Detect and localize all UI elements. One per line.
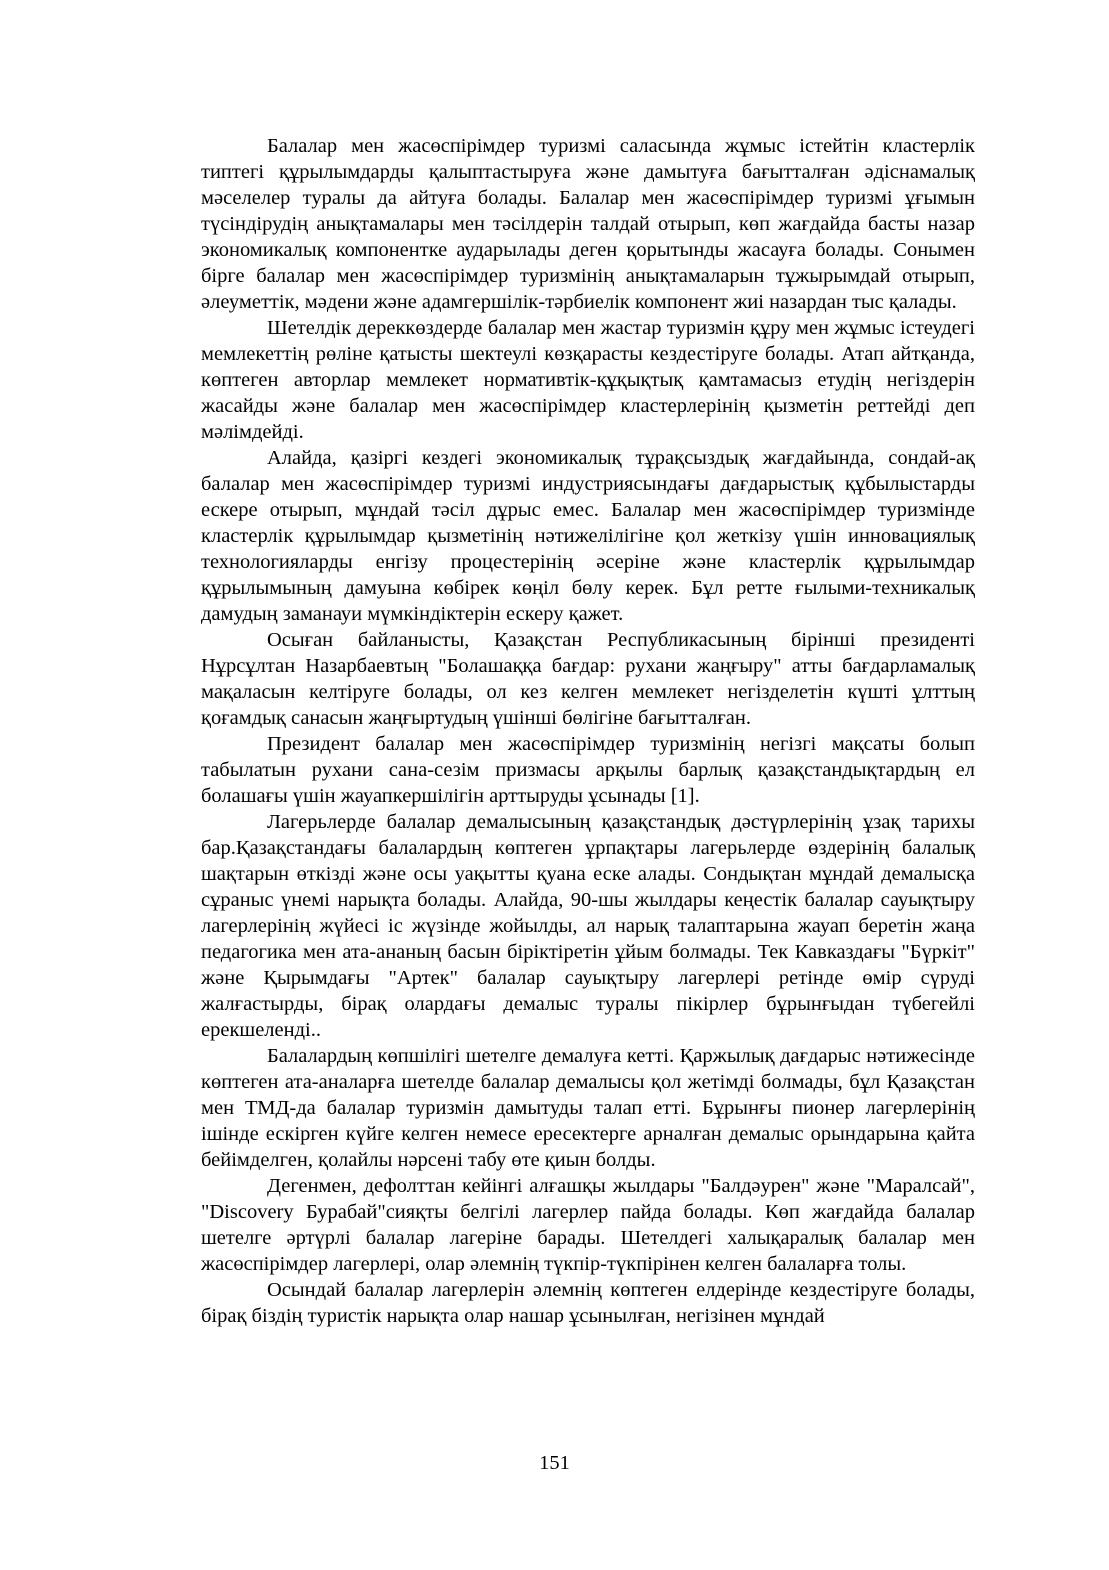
- paragraph-8: Дегенмен, дефолттан кейінгі алғашқы жылдары "Балдәурен" және "Маралсай", "Discovery Бурабай"сияқты белгілі лагерлер пайда болады. Көп жағдайда балалар шетелге әртүрлі балалар лагеріне барады. Шетелдегі халықаралық балалар мен жасөспірімдер лагерлері, олар әлемнің түкпір-түкпірінен келген балаларға толы.: [201, 1175, 975, 1275]
- paragraph-7: Балалардың көпшілігі шетелге демалуға кетті. Қаржылық дағдарыс нәтижесінде көптеген ата-аналарға шетелде балалар демалысы қол жетімді болмады, бұл Қазақстан мен ТМД-да балалар туризмін дамытуды талап етті. Бұрынғы пионер лагерлерінің ішінде ескірген күйге келген немесе ересектерге арналған демалыс орындарына қайта бейімделген, қолайлы нәрсені табу өте қиын болды.: [201, 1045, 975, 1171]
- paragraph-2: Шетелдік дереккөздерде балалар мен жастар туризмін құру мен жұмыс істеудегі мемлекеттің рөліне қатысты шектеулі көзқарасты кездестіруге болады. Атап айтқанда, көптеген авторлар мемлекет нормативтік-құқықтық қамтамасыз етудің негіздерін жасайды және балалар мен жасөспірімдер кластерлерінің қызметін реттейді деп мәлімдейді.: [201, 317, 975, 443]
- page-number: 151: [539, 1452, 570, 1474]
- body-text: [201, 133, 975, 1329]
- paragraph-4: Осыған байланысты, Қазақстан Республикасының бірінші президенті Нұрсұлтан Назарбаевтың "Болашаққа бағдар: рухани жаңғыру" атты бағдарламалық мақаласын келтіруге болады, ол кез келген мемлекет негізделетін күшті ұлттың қоғамдық санасын жаңғыртудың үшінші бөлігіне бағытталған.: [201, 629, 975, 729]
- paragraph-9: Осындай балалар лагерлерін әлемнің көптеген елдерінде кездестіруге болады, бірақ біздің туристік нарықта олар нашар ұсынылған, негізінен мұндай: [201, 1279, 975, 1327]
- paragraph-1: Балалар мен жасөспірімдер туризмі саласында жұмыс істейтін кластерлік типтегі құрылымдарды қалыптастыруға және дамытуға бағытталған әдіснамалық мәселелер туралы да айтуға болады. Балалар мен жасөспірімдер туризмі ұғымын түсіндірудің анықтамалары мен тәсілдерін талдай отырып, көп жағдайда басты назар экономикалық компонентке аударылады деген қорытынды жасауға болады. Сонымен бірге балалар мен жасөспірімдер туризмінің анықтамаларын тұжырымдай отырып, әлеуметтік, мәдени және адамгершілік-тәрбиелік компонент жиі назардан тыс қалады.: [201, 135, 975, 313]
- paragraph-5: Президент балалар мен жасөспірімдер туризмінің негізгі мақсаты болып табылатын рухани сана-сезім призмасы арқылы барлық қазақстандықтардың ел болашағы үшін жауапкершілігін арттыруды ұсынады [1].: [201, 733, 975, 807]
- paragraph-6: Лагерьлерде балалар демалысының қазақстандық дәстүрлерінің ұзақ тарихы бар.Қазақстандағы балалардың көптеген ұрпақтары лагерьлерде өздерінің балалық шақтарын өткізді және осы уақытты қуана еске алады. Сондықтан мұндай демалысқа сұраныс үнемі нарықта болады. Алайда, 90-шы жылдары кеңестік балалар сауықтыру лагерлерінің жүйесі іс жүзінде жойылды, ал нарық талаптарына жауап беретін жаңа педагогика мен ата-ананың басын біріктіретін ұйым болмады. Тек Кавказдағы "Бүркіт" және Қырымдағы "Артек" балалар сауықтыру лагерлері ретінде өмір сүруді жалғастырды, бірақ олардағы демалыс туралы пікірлер бұрынғыдан түбегейлі ерекшеленді..: [201, 811, 975, 1041]
- paragraph-3: Алайда, қазіргі кездегі экономикалық тұрақсыздық жағдайында, сондай-ақ балалар мен жасөспірімдер туризмі индустриясындағы дағдарыстық құбылыстарды ескере отырып, мұндай тәсіл дұрыс емес. Балалар мен жасөспірімдер туризмінде кластерлік құрылымдар қызметінің нәтижелілігіне қол жеткізу үшін инновациялық технологияларды енгізу процестерінің әсеріне және кластерлік құрылымдар құрылымының дамуына көбірек көңіл бөлу керек. Бұл ретте ғылыми-техникалық дамудың заманауи мүмкіндіктерін ескеру қажет.: [201, 447, 975, 625]
